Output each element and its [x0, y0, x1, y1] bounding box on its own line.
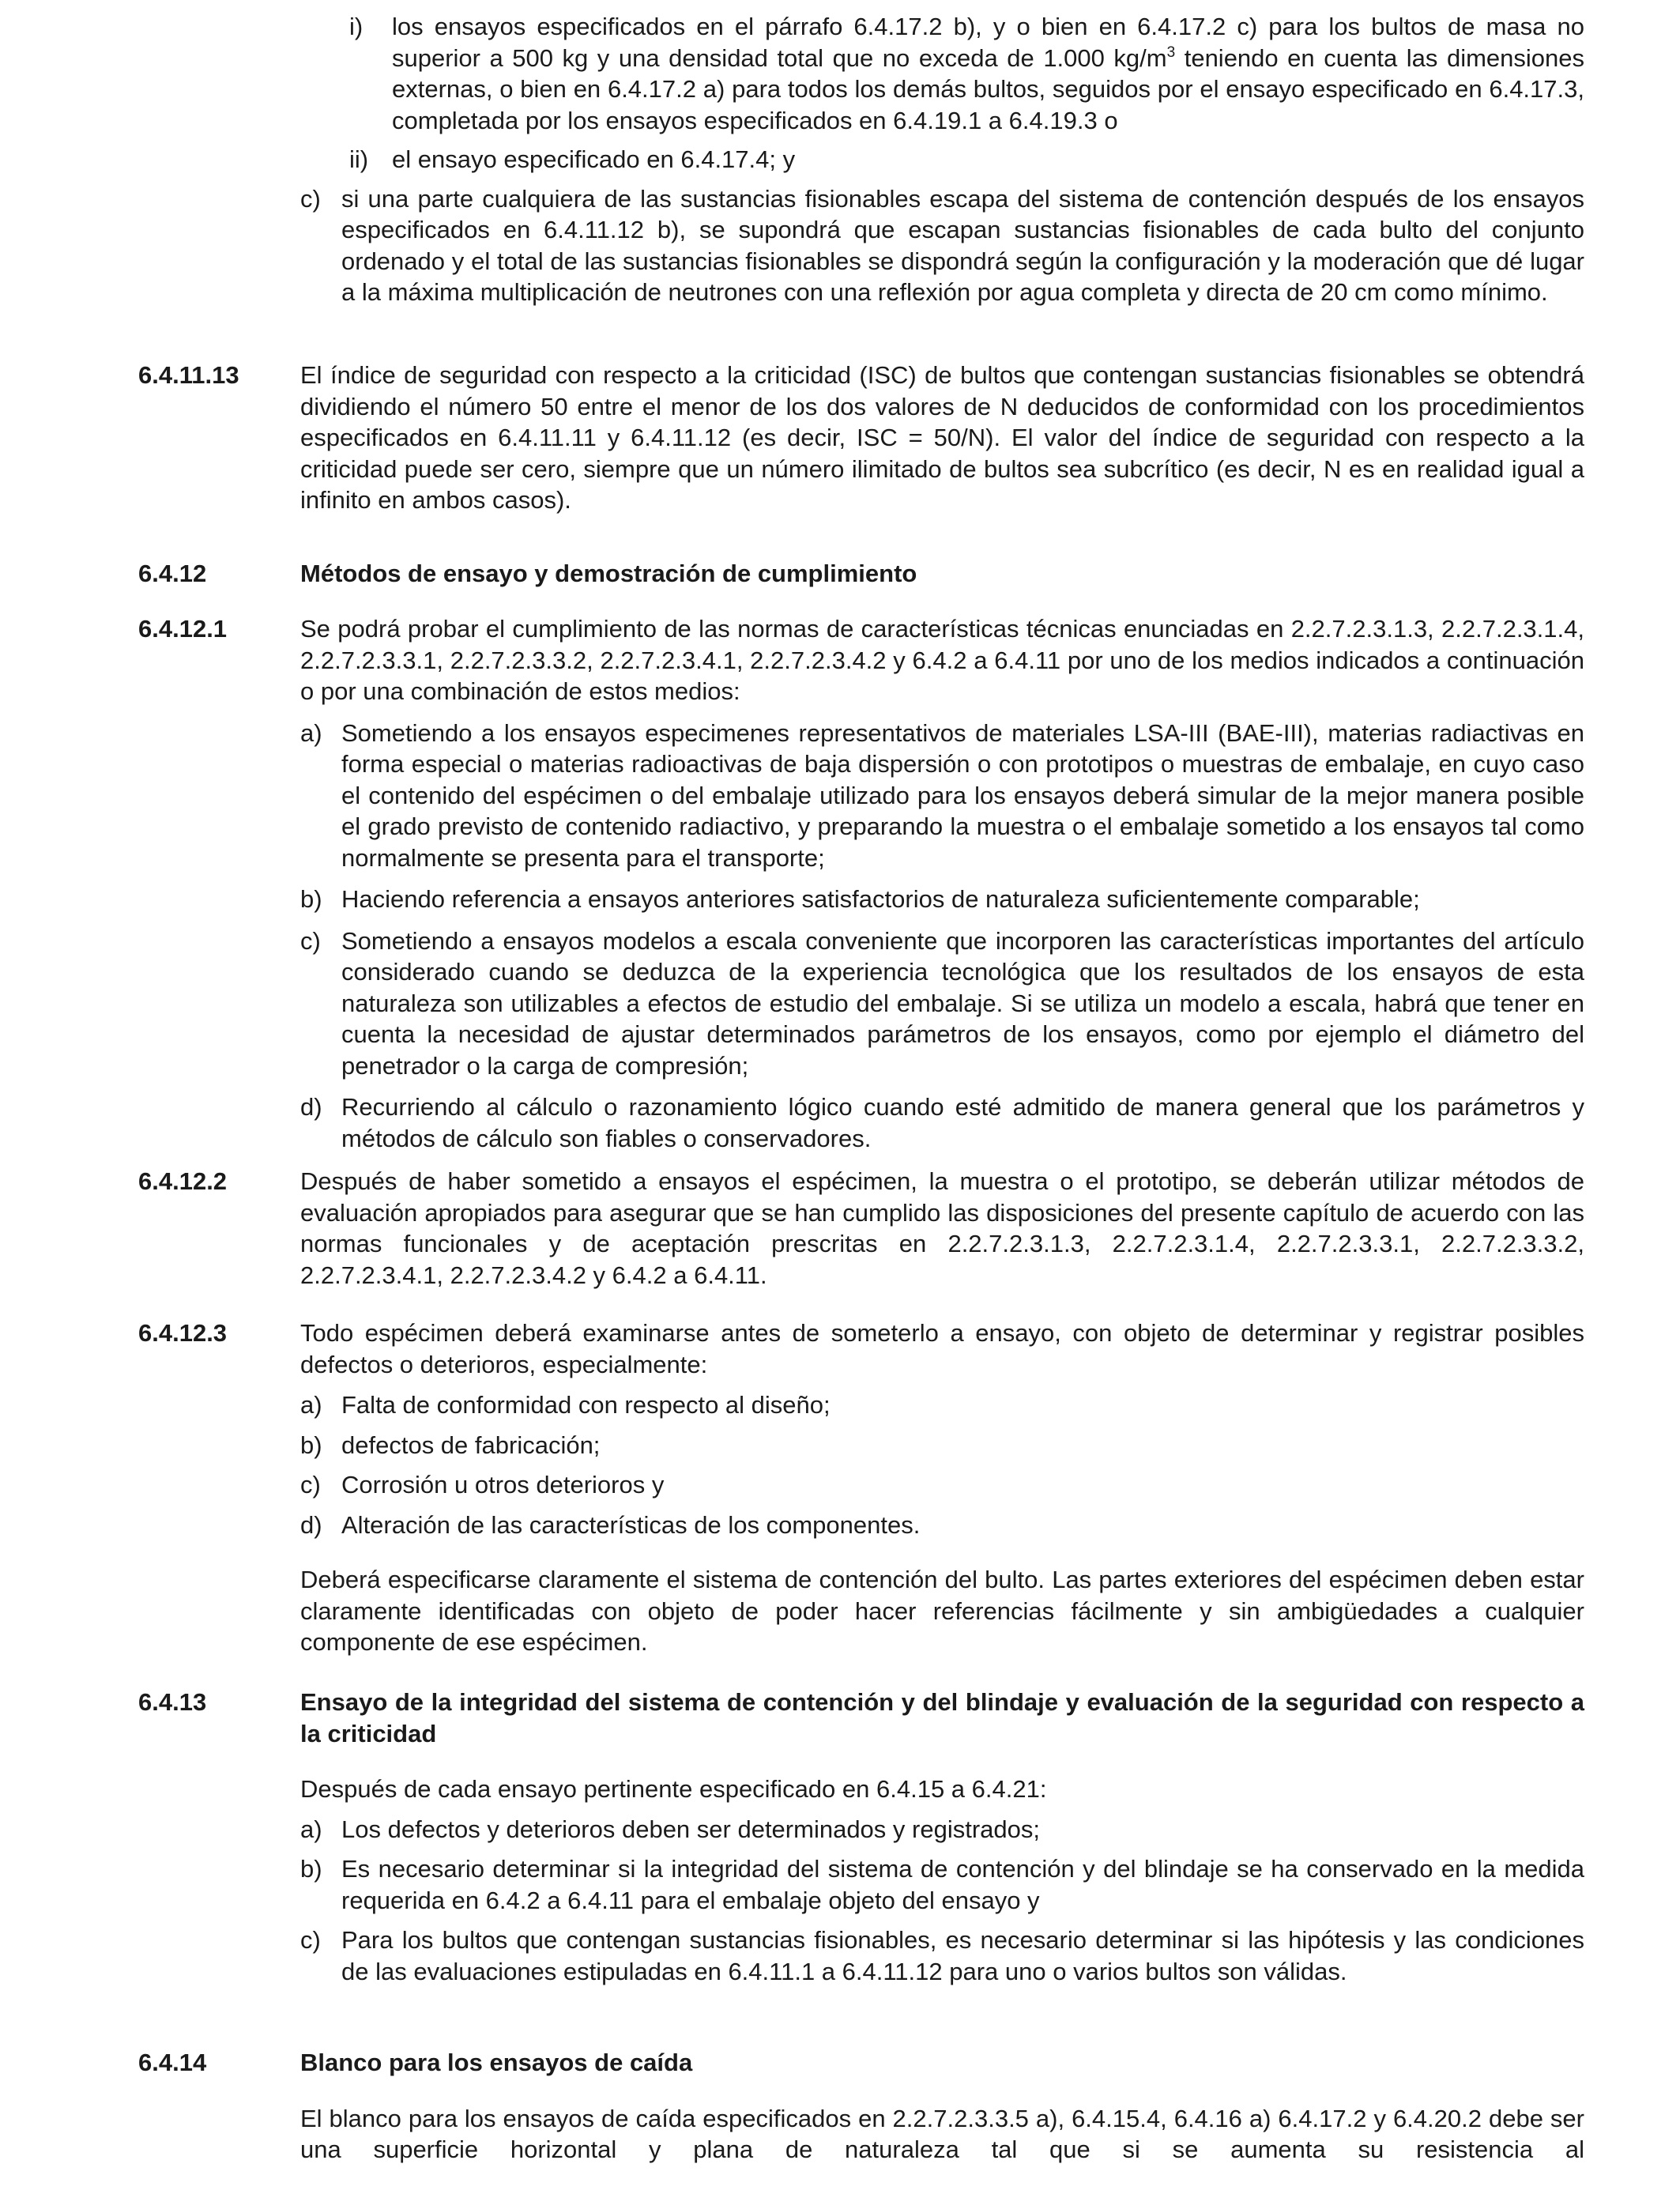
superscript: 3	[1166, 43, 1176, 61]
section-closing-text: Deberá especificarse claramente el sistema de contención del bulto. Las partes exteriores del espécimen deben estar claramente identificadas con objeto de poder hacer referencias fácilmente y sin ambigüedades a cualquier componente de ese espécimen.	[300, 1566, 1584, 1656]
list-text: Sometiendo a los ensayos especimenes representativos de materiales LSA-III (BAE-III), materias radiactivas en forma especial o materias radioactivas de baja dispersión o con prototipos o muestras de embalaje, en cuyo caso el contenido del espécimen o del embalaje utilizado para los ensayos deberá simular de la mejor manera posible el grado previsto de contenido radiactivo, y preparando la muestra o el embalaje sometido a los ensayos tal como normalmente se presenta para el transporte;	[341, 718, 1584, 872]
list-label: a)	[300, 1815, 322, 1843]
list-item	[300, 1430, 1584, 1461]
list-item-ii	[349, 144, 1584, 175]
list-text: Es necesario determinar si la integridad del sistema de contención y del blindaje se ha conservado en la medida requerida en 6.4.2 a 6.4.11 para el embalaje objeto del ensayo y	[341, 1855, 1584, 1914]
list-text: Alteración de las características de los componentes.	[341, 1510, 921, 1539]
list-label: c)	[300, 1926, 321, 1954]
continued-list	[300, 11, 1584, 308]
list-text: Los defectos y deterioros deben ser determinados y registrados;	[341, 1815, 1040, 1843]
section-heading: Blanco para los ensayos de caída	[300, 2049, 693, 2076]
list-label: c)	[300, 184, 321, 213]
list-label: i)	[349, 13, 363, 40]
section-heading: Métodos de ensayo y demostración de cumplimiento	[300, 560, 917, 587]
section-number: 6.4.12	[138, 560, 207, 587]
section-number: 6.4.12.2	[138, 1167, 228, 1195]
list-label: b)	[300, 1431, 322, 1459]
list-item	[300, 718, 1584, 874]
list-label: ii)	[349, 145, 369, 173]
list-text: el ensayo especificado en 6.4.17.4; y	[392, 145, 796, 173]
section-number: 6.4.12.3	[138, 1319, 228, 1347]
list-item-c	[300, 183, 1584, 308]
list-text: defectos de fabricación;	[341, 1431, 601, 1459]
list-text: Haciendo referencia a ensayos anteriores satisfactorios de naturaleza suficientemente comparable;	[341, 885, 1420, 913]
list-item	[300, 1091, 1584, 1154]
list-text: Recurriendo al cálculo o razonamiento lógico cuando esté admitido de manera general que los parámetros y métodos de cálculo son fiables o conservadores.	[341, 1093, 1584, 1152]
list-item	[300, 1469, 1584, 1501]
section-text: El índice de seguridad con respecto a la criticidad (ISC) de bultos que contengan sustancias fisionables se obtendrá dividiendo el número 50 entre el menor de los dos valores de N deducidos de conformidad con los procedimientos especificados en 6.4.11.11 y 6.4.11.12 (es decir, ISC = 50/N). El valor del índice de seguridad con respecto a la criticidad puede ser cero, siempre que un número ilimitado de bultos sea subcrítico (es decir, N es en realidad igual a infinito en ambos casos).	[300, 361, 1584, 514]
list-label: d)	[300, 1093, 322, 1121]
section-number: 6.4.14	[138, 2049, 207, 2076]
list-item	[300, 1389, 1584, 1421]
list-item	[300, 925, 1584, 1082]
section-number: 6.4.11.13	[138, 361, 239, 389]
section-text: El blanco para los ensayos de caída especificados en 2.2.7.2.3.3.5 a), 6.4.15.4, 6.4.16 a) 6.4.17.2 y 6.4.20.2 debe ser una superficie horizontal y plana de naturaleza tal que si se aumenta su resistencia al	[300, 2104, 1584, 2163]
list-label: c)	[300, 1471, 321, 1498]
section-number: 6.4.12.1	[138, 615, 228, 643]
list-text: si una parte cualquiera de las sustancias fisionables escapa del sistema de contención después de los ensayos especificados en 6.4.11.12 b), se supondrá que escapan sustancias fisionables de cada bulto del conjunto ordenado y el total de las sustancias fisionables se dispondrá según la configuración y la moderación que dé lugar a la máxima multiplicación de neutrones con una reflexión por agua completa y directa de 20 cm como mínimo.	[341, 184, 1584, 306]
list-label: c)	[300, 926, 321, 955]
list-label: b)	[300, 885, 322, 913]
list-text: los ensayos especificados en el párrafo 6.4.17.2 b), y o bien en 6.4.17.2 c) para los bultos de masa no superior a 500 kg y una densidad total que no exceda de 1.000 $kg/m^3$ teniendo en cuenta las dimensiones externas, o bien en 6.4.17.2 a) para todos los demás bultos, seguidos por el ensayo especificado en 6.4.17.3, completada por los ensayos especificados en 6.4.19.1 a 6.4.19.3 o	[392, 13, 1584, 134]
list-item	[300, 1814, 1584, 1845]
list-text: Corrosión u otros deterioros y	[341, 1471, 665, 1498]
section-text: Después de cada ensayo pertinente especificado en 6.4.15 a 6.4.21:	[300, 1775, 1047, 1803]
list-label: a)	[300, 718, 322, 747]
section-text: Después de haber sometido a ensayos el espécimen, la muestra o el prototipo, se deberán utilizar métodos de evaluación apropiados para asegurar que se han cumplido las disposiciones del presente capítulo de acuerdo con las normas funcionales y de aceptación prescritas en 2.2.7.2.3.1.3, 2.2.7.2.3.1.4, 2.2.7.2.3.3.1, 2.2.7.2.3.3.2, 2.2.7.2.3.4.1, 2.2.7.2.3.4.2 y 6.4.2 a 6.4.11.	[300, 1167, 1584, 1289]
list-text: Falta de conformidad con respecto al diseño;	[341, 1391, 831, 1419]
section-text: Se podrá probar el cumplimiento de las normas de características técnicas enunciadas en 2.2.7.2.3.1.3, 2.2.7.2.3.1.4, 2.2.7.2.3.3.1, 2.2.7.2.3.3.2, 2.2.7.2.3.4.1, 2.2.7.2.3.4.2 y 6.4.2 a 6.4.11 por uno de los medios indicados a continuación o por una combinación de estos medios:	[300, 615, 1584, 705]
list-item-i	[349, 11, 1584, 136]
list-item	[300, 1853, 1584, 1916]
list-item	[300, 1510, 1584, 1541]
list-item	[300, 1924, 1584, 1987]
list-text: Para los bultos que contengan sustancias fisionables, es necesario determinar si las hipótesis y las condiciones de las evaluaciones estipuladas en 6.4.11.1 a 6.4.11.12 para uno o varios bultos son válidas.	[341, 1926, 1584, 1985]
list-label: a)	[300, 1391, 322, 1419]
list-item	[300, 884, 1584, 915]
section-text: Todo espécimen deberá examinarse antes de someterlo a ensayo, con objeto de determinar y registrar posibles defectos o deterioros, especialmente:	[300, 1319, 1584, 1378]
section-number: 6.4.13	[138, 1688, 207, 1716]
list-label: d)	[300, 1510, 322, 1539]
section-heading: Ensayo de la integridad del sistema de contención y del blindaje y evaluación de la seguridad con respecto a la criticidad	[300, 1688, 1584, 1747]
list-label: b)	[300, 1855, 322, 1883]
list-text: Sometiendo a ensayos modelos a escala conveniente que incorporen las características importantes del artículo considerado cuando se deduzca de la experiencia tecnológica que los resultados de los ensayos de esta naturaleza son utilizables a efectos de estudio del embalaje. Si se utiliza un modelo a escala, habrá que tener en cuenta la necesidad de ajustar determinados parámetros de los ensayos, como por ejemplo el diámetro del penetrador o la carga de compresión;	[341, 926, 1584, 1080]
